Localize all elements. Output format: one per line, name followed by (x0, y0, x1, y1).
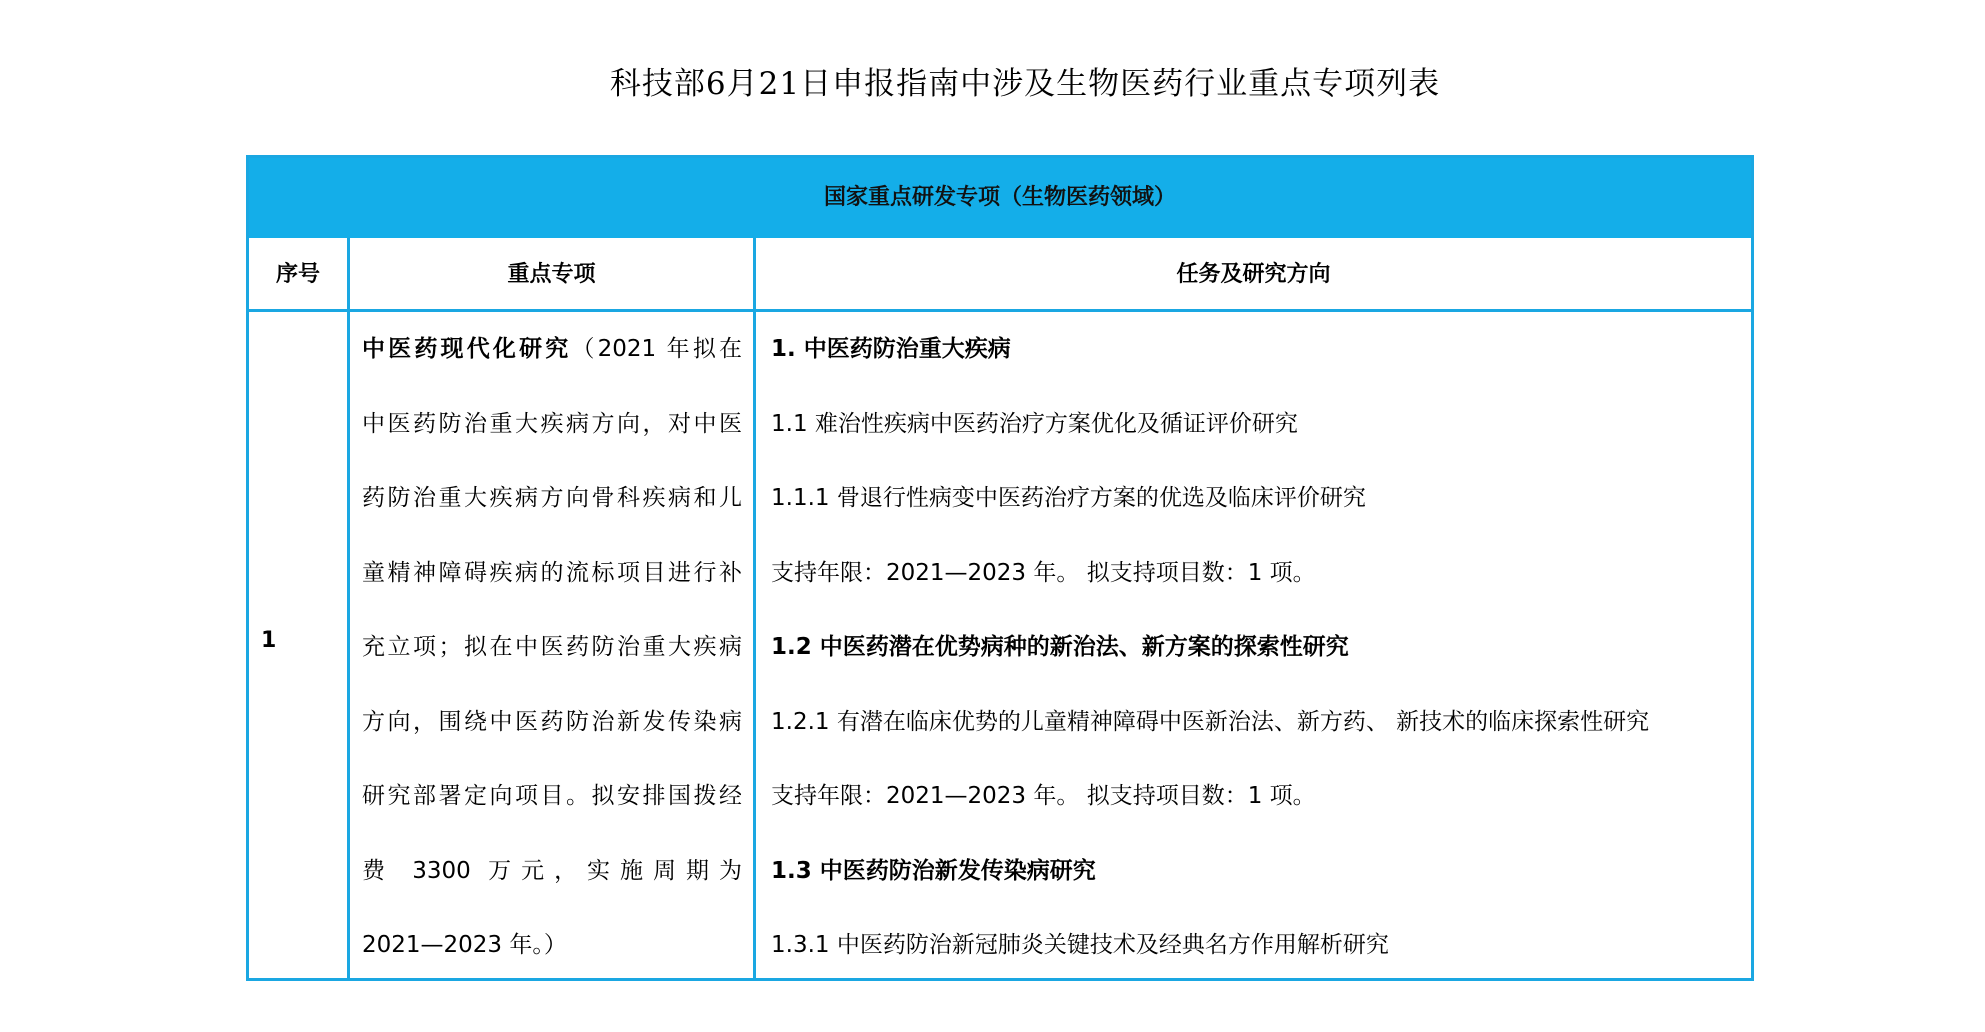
project-line: 研究部署定向项目。拟安排国拨经 (362, 783, 742, 809)
project-line: 中医药防治重大疾病方向，对中医 (362, 410, 742, 437)
task-heading: 1.2 中医药潜在优势病种的新治法、新方案的探索性研究 (771, 634, 1349, 660)
task-item: 1.3.1 中医药防治新冠肺炎关键技术及经典名方作用解析研究 (771, 932, 1389, 958)
project-line: 2021—2023 年。） (362, 932, 567, 958)
header-tasks: 任务及研究方向 (1176, 262, 1331, 287)
project-line: 充立项；拟在中医药防治重大疾病 (362, 634, 742, 660)
table-banner: 国家重点研发专项（生物医药领域） (249, 158, 1751, 238)
document-title: 科技部6月21日申报指南中涉及生物医药行业重点专项列表 (609, 66, 1441, 102)
header-project: 重点专项 (507, 262, 596, 287)
task-item: 1.2.1 有潜在临床优势的儿童精神障碍中医新治法、新方药、 新技术的临床探索性研究 (771, 708, 1650, 735)
column-divider (347, 238, 350, 978)
project-title: 中医药现代化研究 (362, 336, 572, 362)
column-divider (753, 238, 756, 978)
project-line: 费 3300 万元，实施周期为 (362, 857, 742, 884)
task-item: 1.1 难治性疾病中医药治疗方案优化及循证评价研究 (771, 410, 1298, 437)
row-seq-number: 1 (261, 628, 277, 653)
task-heading: 1. 中医药防治重大疾病 (771, 336, 1011, 362)
project-table (246, 155, 1754, 981)
task-heading: 1.3 中医药防治新发传染病研究 (771, 857, 1096, 884)
project-line: 方向，围绕中医药防治新发传染病 (362, 708, 742, 735)
project-line: 药防治重大疾病方向骨科疾病和儿 (362, 485, 742, 511)
project-line: 童精神障碍疾病的流标项目进行补 (362, 559, 742, 586)
task-support-info: 支持年限：2021—2023 年。 拟支持项目数：1 项。 (771, 783, 1316, 809)
header-seq: 序号 (275, 262, 320, 287)
task-item: 1.1.1 骨退行性病变中医药治疗方案的优选及临床评价研究 (771, 485, 1366, 511)
task-support-info: 支持年限：2021—2023 年。 拟支持项目数：1 项。 (771, 559, 1316, 586)
task-directions (771, 312, 1746, 983)
project-line: 中医药现代化研究（2021 年拟在 (362, 336, 742, 362)
project-description (362, 312, 742, 983)
